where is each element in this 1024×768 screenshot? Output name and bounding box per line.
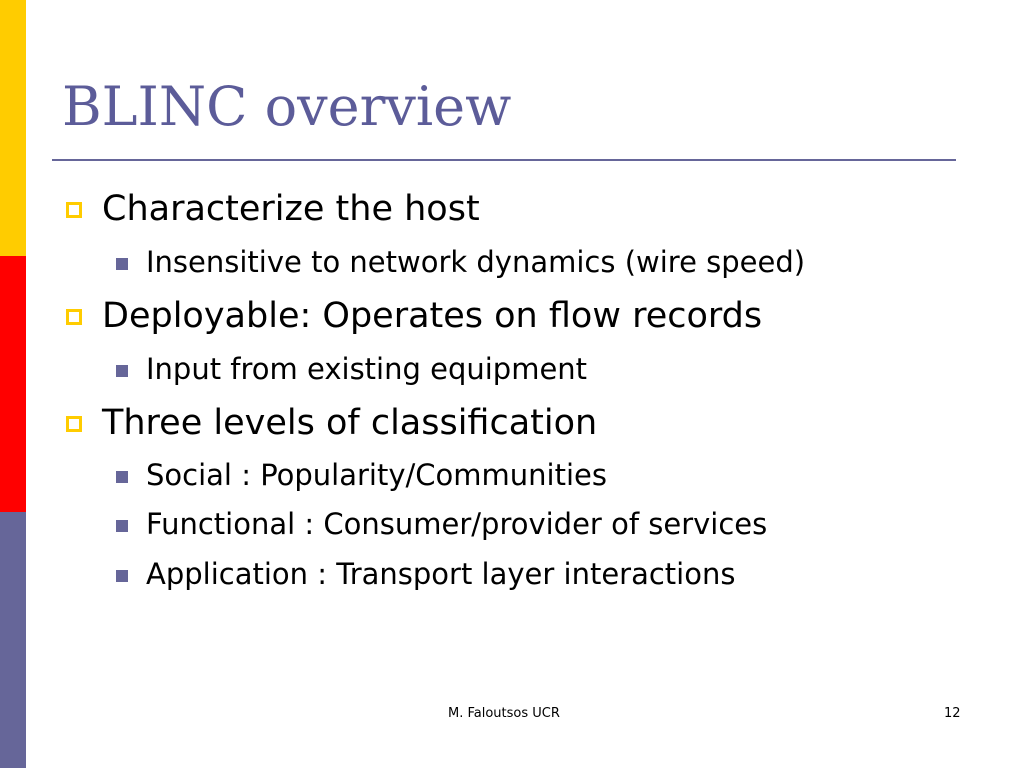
bullet-text: Characterize the host <box>102 189 480 229</box>
hollow-square-bullet-icon <box>66 309 82 325</box>
sub-bullet-text: Input from existing equipment <box>146 352 588 386</box>
bullet-text: Deployable: Operates on flow records <box>102 296 763 336</box>
filled-square-bullet-icon <box>116 471 128 483</box>
sub-bullet-text: Social : Popularity/Communities <box>146 458 607 492</box>
filled-square-bullet-icon <box>116 365 128 377</box>
sub-bullet-text: Functional : Consumer/provider of services <box>146 507 768 541</box>
filled-square-bullet-icon <box>116 570 128 582</box>
bullet-text: Three levels of classification <box>102 403 598 443</box>
filled-square-bullet-icon <box>116 258 128 270</box>
page-number: 12 <box>944 706 961 721</box>
sub-bullet-text: Application : Transport layer interactions <box>146 557 736 591</box>
sub-bullet-text: Insensitive to network dynamics (wire speed) <box>146 245 806 279</box>
slide-title: BLINC overview <box>62 75 512 138</box>
filled-square-bullet-icon <box>116 520 128 532</box>
hollow-square-bullet-icon <box>66 202 82 218</box>
hollow-square-bullet-icon <box>66 416 82 432</box>
footer-author: M. Faloutsos UCR <box>448 706 560 721</box>
